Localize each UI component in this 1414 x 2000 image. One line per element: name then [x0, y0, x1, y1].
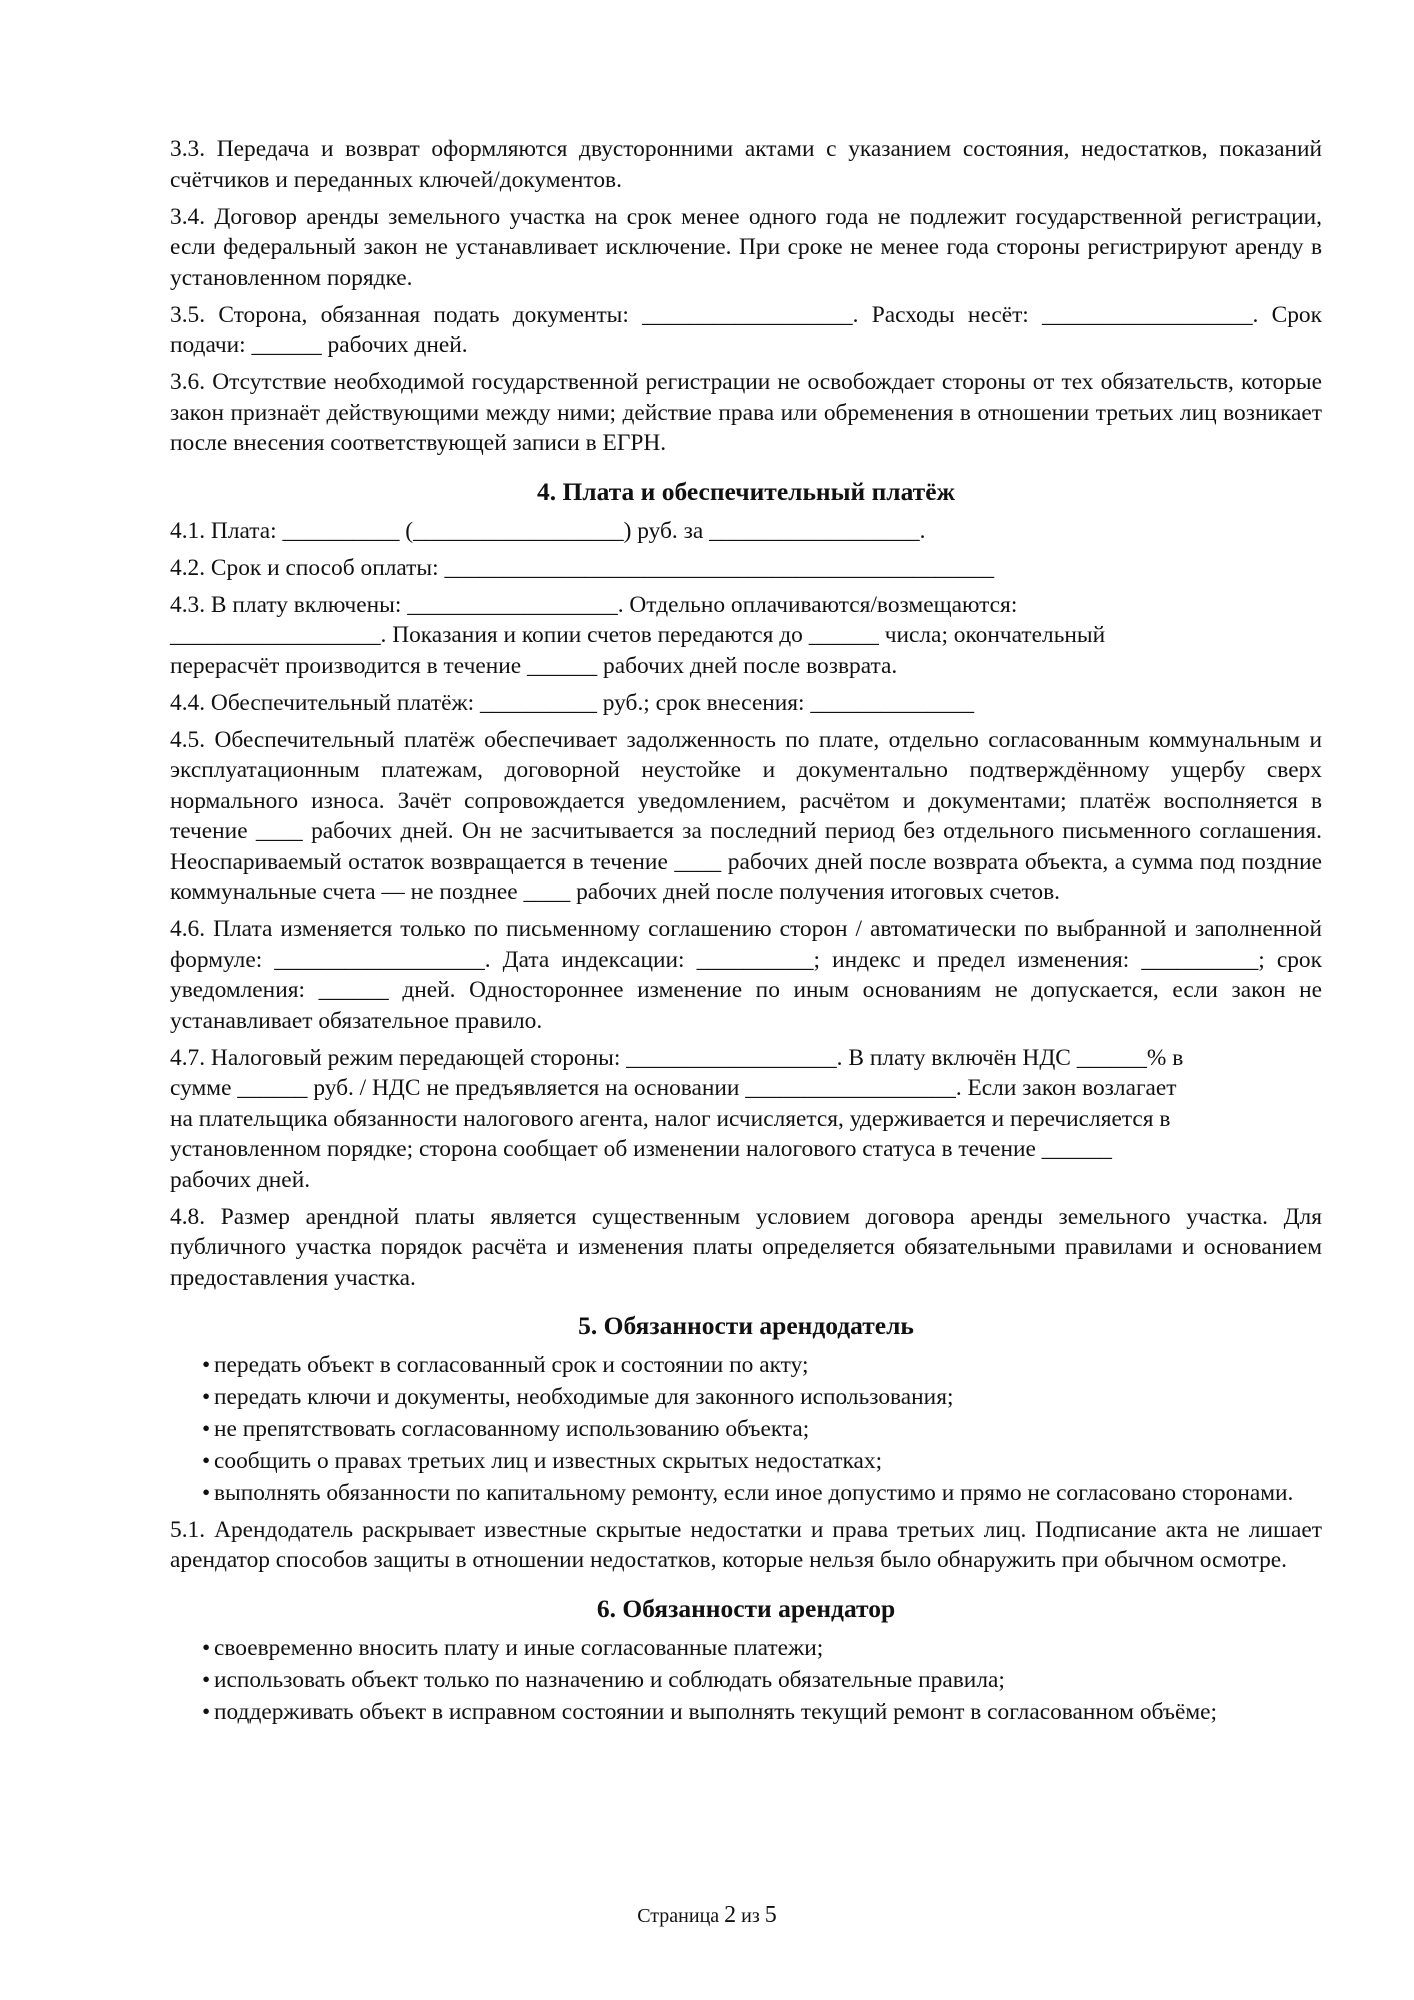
of-label: из	[741, 1905, 760, 1927]
list-item: • передать объект в согласованный срок и состоянии по акту;	[194, 1350, 1322, 1381]
paragraph-4-3-line-3: перерасчёт производится в течение ______ рабочих дней после возврата.	[170, 652, 898, 679]
paragraph-4-7-line-3: на плательщика обязанности налогового агента, налог исчисляется, удерживается и перечисляется в	[170, 1105, 1171, 1132]
paragraph-4-1: 4.1. Плата: __________ (__________________) руб. за __________________.	[170, 517, 926, 544]
paragraph-4-7-line-2: сумме ______ руб. / НДС не предъявляется на основании __________________. Если закон возлагает	[170, 1075, 1177, 1101]
paragraph-3-4: 3.4. Договор аренды земельного участка на срок менее одного года не подлежит государственной регистрации, если федеральный закон не устанавливает исключение. При сроке не менее года стороны регистрируют аренду в установленном порядке.	[170, 203, 1322, 291]
list-item: • выполнять обязанности по капитальному ремонту, если иное допустимо и прямо не согласовано сторонами.	[194, 1478, 1322, 1509]
page-content	[170, 134, 1322, 1733]
page-number: 2	[724, 1902, 737, 1928]
paragraph-4-5: 4.5. Обеспечительный платёж обеспечивает задолженность по плате, отдельно согласованным коммунальным и эксплуатационным платежам, договорной неустойке и документально подтверждённому ущербу сверх нормального износа. Зачёт сопровождается уведомлением, расчётом и документами; платёж восполняется в течение ____ рабочих дней. Он не засчитывается за последний период без отдельного письменного соглашения. Неоспариваемый остаток возвращается в течение ____ рабочих дней после возврата объекта, а сумма под поздние коммунальные счета — не позднее ____ рабочих дней после получения итоговых счетов.	[170, 726, 1322, 905]
section-5-bullet-list	[170, 1350, 1322, 1509]
list-item: • сообщить о правах третьих лиц и известных скрытых недостатках;	[194, 1446, 1322, 1477]
bullet-icon: •	[202, 1480, 211, 1506]
paragraph-3-6: 3.6. Отсутствие необходимой государственной регистрации не освобождает стороны от тех обязательств, которые закон признаёт действующими между ними; действие права или обременения в отношении третьих лиц возникает после внесения соответствующей записи в ЕГРН.	[170, 369, 1322, 456]
paragraph-4-7-line-5: рабочих дней.	[170, 1166, 311, 1193]
total-pages: 5	[764, 1902, 777, 1928]
page-label: Страница	[637, 1905, 720, 1927]
section-6-bullet-list	[170, 1633, 1322, 1728]
page-footer	[0, 1902, 1414, 1929]
bullet-icon: •	[202, 1634, 211, 1661]
section-6-heading: 6. Обязанности арендатор	[596, 1593, 896, 1623]
bullet-icon: •	[202, 1352, 211, 1378]
paragraph-4-7-line-4: установленном порядке; сторона сообщает об изменении налогового статуса в течение ______	[170, 1136, 1112, 1162]
list-item: • использовать объект только по назначению и соблюдать обязательные правила;	[194, 1665, 1322, 1696]
bullet-icon: •	[202, 1666, 211, 1693]
bullet-icon: •	[202, 1448, 211, 1474]
paragraph-4-3	[170, 590, 1322, 682]
list-item: • поддерживать объект в исправном состоянии и выполнять текущий ремонт в согласованном объёме;	[194, 1697, 1322, 1728]
paragraph-3-5: 3.5. Сторона, обязанная подать документы: __________________. Расходы несёт: __________________. Срок подачи: ______ рабочих дней.	[170, 301, 1322, 358]
bullet-icon: •	[202, 1698, 211, 1725]
list-item: • своевременно вносить плату и иные согласованные платежи;	[194, 1633, 1322, 1664]
paragraph-5-1: 5.1. Арендодатель раскрывает известные скрытые недостатки и права третьих лиц. Подписание акта не лишает арендатор способов защиты в отношении недостатков, которые нельзя было обнаружить при обычном осмотре.	[170, 1516, 1322, 1573]
list-item: • передать ключи и документы, необходимые для законного использования;	[194, 1382, 1322, 1413]
paragraph-4-6: 4.6. Плата изменяется только по письменному соглашению сторон / автоматически по выбранной и заполненной формуле: __________________. Дата индексации: __________; индекс и предел изменения: __________; срок уведомления: ______ дней. Одностороннее изменение по иным основаниям не допускается, если закон не устанавливает обязательное правило.	[170, 916, 1322, 1034]
paragraph-4-7	[170, 1043, 1322, 1196]
bullet-icon: •	[202, 1384, 211, 1410]
paragraph-4-3-line-1: 4.3. В плату включены: __________________. Отдельно оплачиваются/возмещаются:	[170, 591, 1018, 618]
paragraph-4-2: 4.2. Срок и способ оплаты: _______________________________________________	[170, 554, 995, 581]
paragraph-4-4: 4.4. Обеспечительный платёж: __________ руб.; срок внесения: ______________	[170, 689, 975, 716]
list-item: • не препятствовать согласованному использованию объекта;	[194, 1414, 1322, 1445]
paragraph-4-3-line-2: __________________. Показания и копии счетов передаются до ______ числа; окончательный	[170, 622, 1106, 648]
section-4-heading: 4. Плата и обеспечительный платёж	[536, 476, 956, 506]
paragraph-4-8: 4.8. Размер арендной платы является существенным условием договора аренды земельного участка. Для публичного участка порядок расчёта и изменения платы определяется обязательными правилами и основанием предоставления участка.	[170, 1203, 1322, 1291]
paragraph-4-7-line-1: 4.7. Налоговый режим передающей стороны: __________________. В плату включён НДС ______% в	[170, 1044, 1184, 1071]
paragraph-3-3: 3.3. Передача и возврат оформляются двусторонними актами с указанием состояния, недостатков, показаний счётчиков и переданных ключей/документов.	[170, 136, 1322, 193]
bullet-icon: •	[202, 1416, 211, 1442]
section-5-heading: 5. Обязанности арендодатель	[578, 1311, 914, 1340]
